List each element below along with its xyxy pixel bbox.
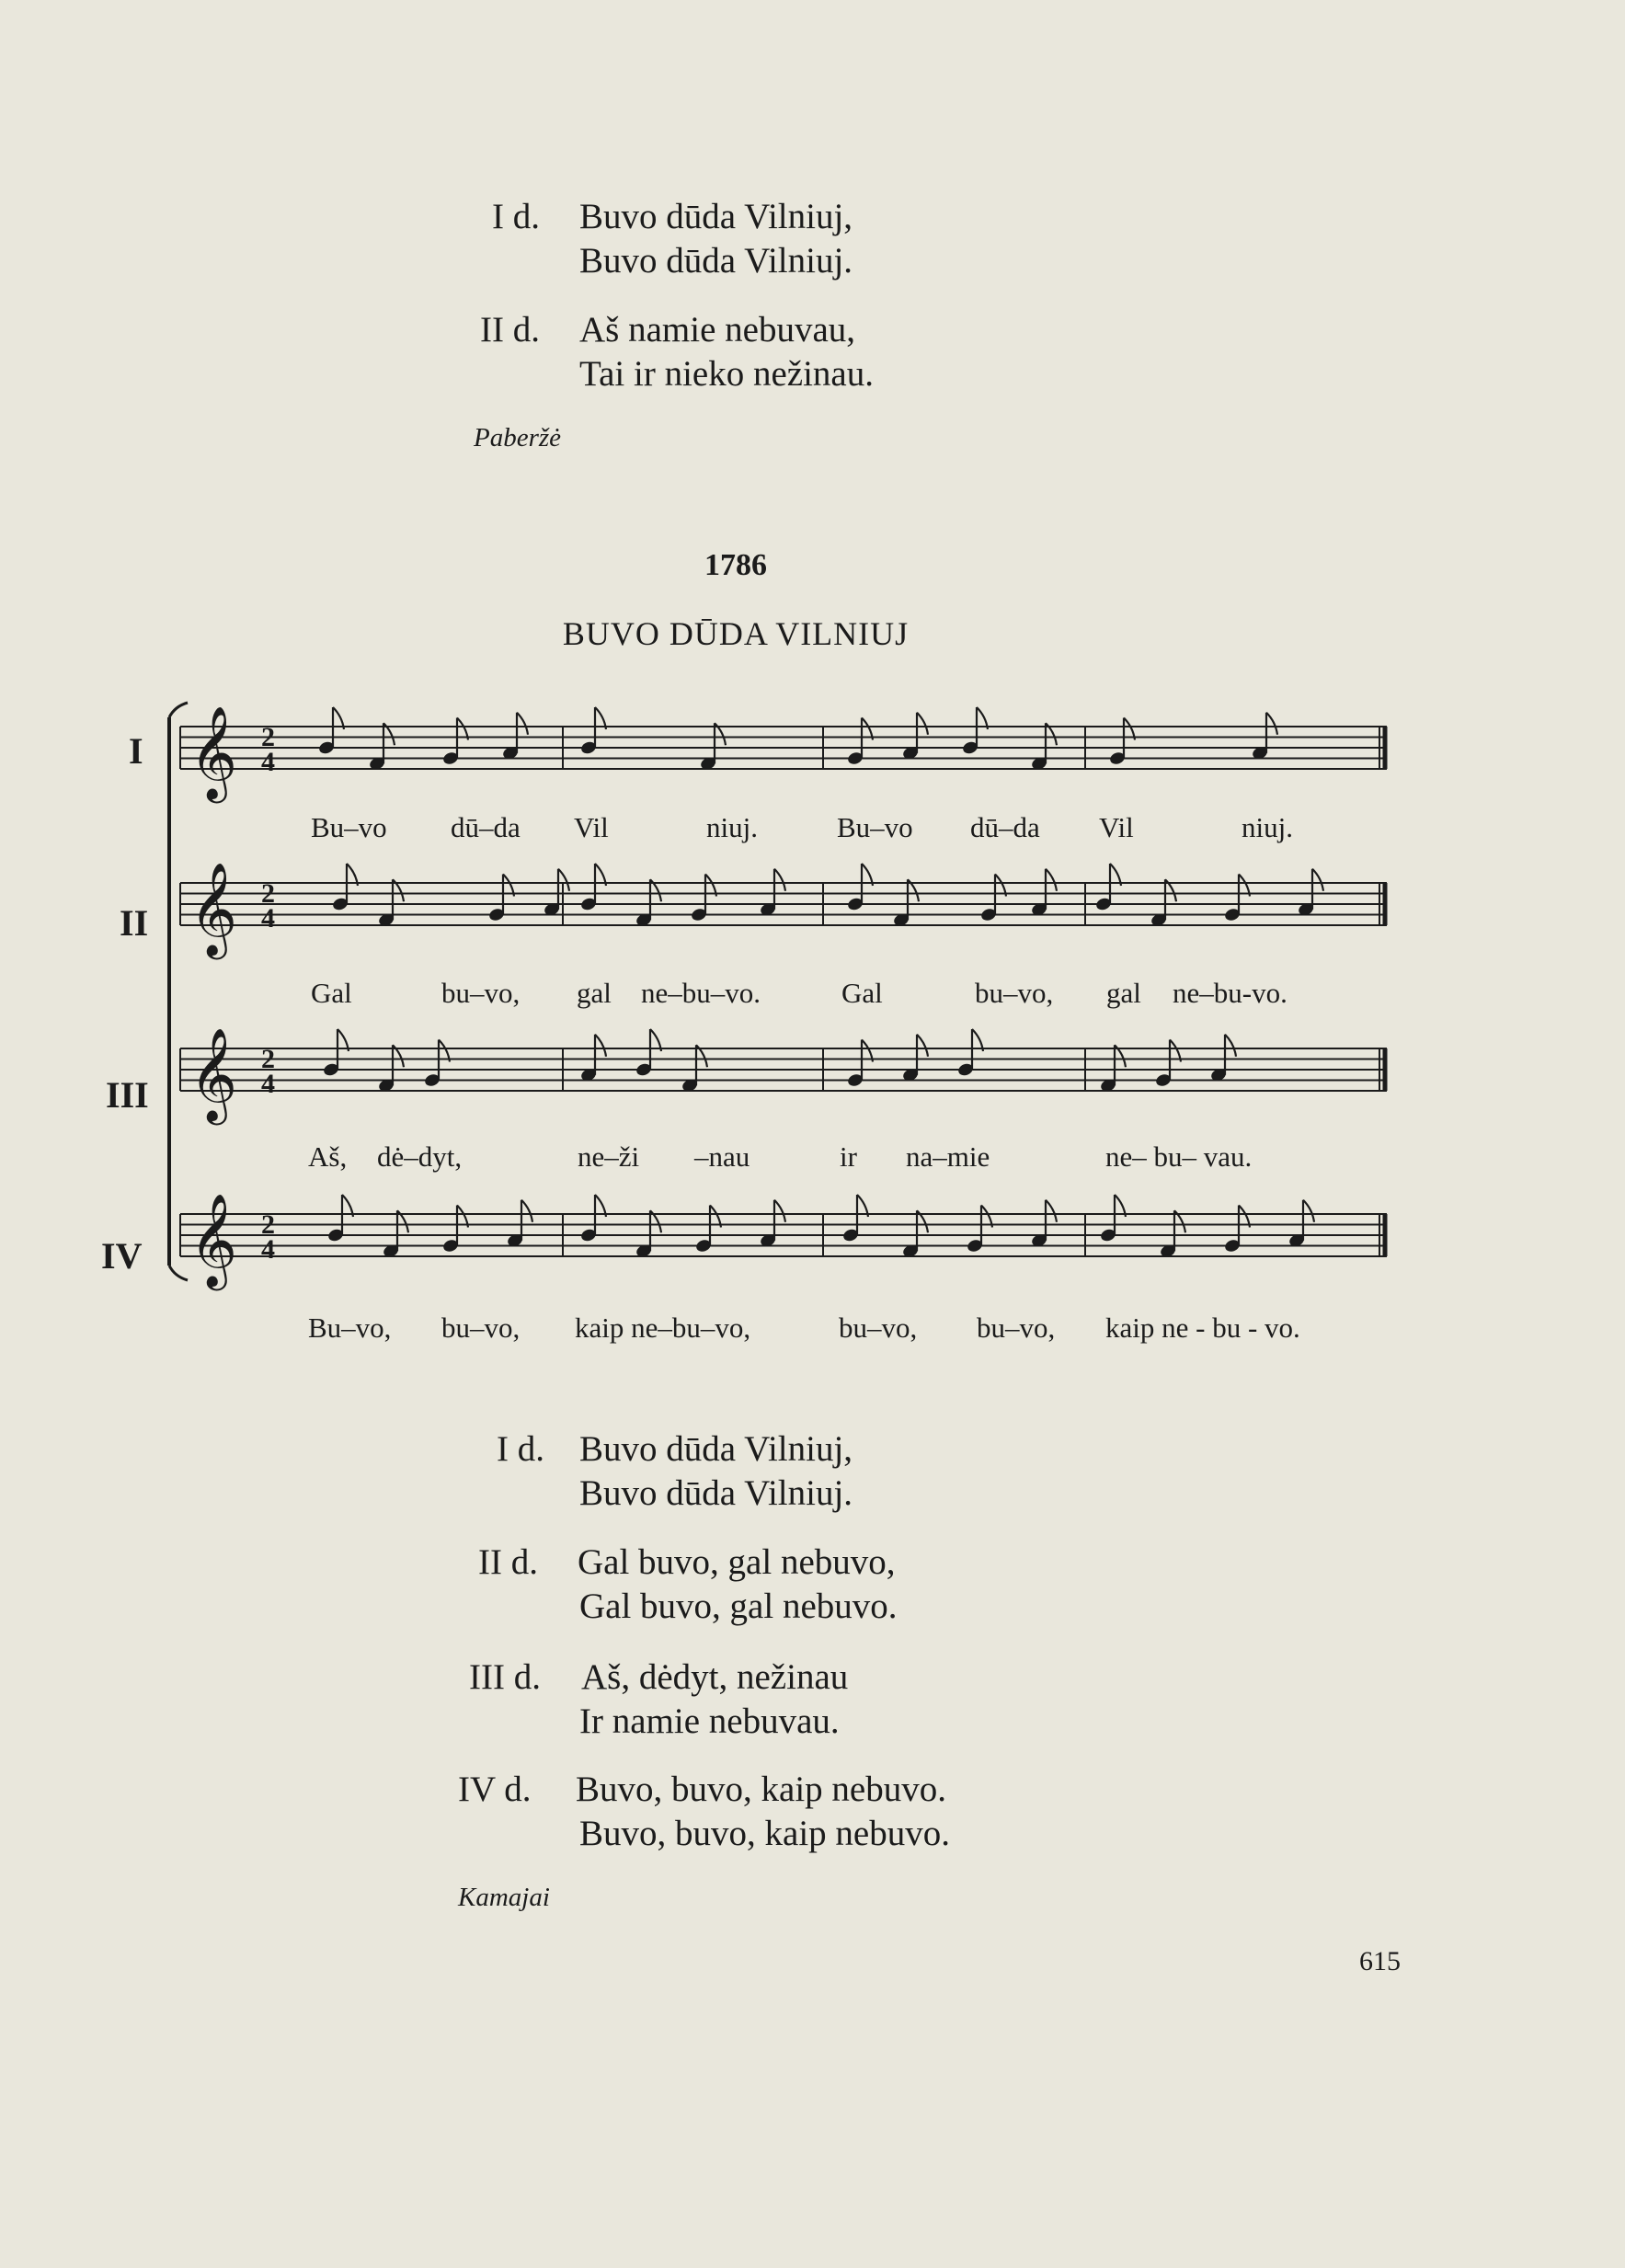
bracket-curl	[169, 703, 188, 717]
lyric-syllable: Bu–vo,	[308, 1312, 392, 1344]
page-number: 615	[1359, 1946, 1401, 1976]
note-flag	[1046, 1200, 1057, 1222]
verse-line: Aš, dėdyt, nežinau	[581, 1657, 849, 1697]
lyric-syllable: niuj.	[1242, 811, 1293, 843]
lyric-syllable: Gal	[841, 977, 883, 1009]
lyric-syllable: ne–ži	[578, 1140, 640, 1173]
place-name-top: Paberžė	[474, 423, 562, 452]
treble-clef-icon: 𝄞	[189, 861, 238, 956]
note-flag	[1266, 713, 1277, 735]
note-flag	[917, 713, 928, 735]
note-flag	[521, 1200, 532, 1222]
lyric-syllable: kaip ne - bu - vo.	[1105, 1312, 1300, 1344]
lyric-syllable: ne– bu– vau.	[1105, 1140, 1253, 1173]
song-number: 1786	[704, 548, 767, 582]
verse-label: II d.	[480, 310, 540, 349]
verse-line: Buvo, buvo, kaip nebuvo.	[579, 1814, 950, 1853]
verse-label: I d.	[497, 1429, 544, 1469]
verse-label: III d.	[469, 1657, 541, 1697]
lyric-syllable: gal	[1106, 977, 1141, 1009]
lyric-syllable: gal	[577, 977, 612, 1009]
verse-label: I d.	[492, 197, 540, 236]
lyric-syllable: bu–vo,	[977, 1312, 1056, 1344]
time-signature-bottom: 4	[261, 1069, 275, 1099]
note-flag	[595, 1035, 606, 1057]
verse-line: Tai ir nieko nežinau.	[579, 354, 874, 394]
lyric-syllable: bu–vo,	[975, 977, 1054, 1009]
time-signature-top: 2	[261, 1209, 275, 1240]
note-flag	[774, 869, 785, 891]
note-flag	[1046, 869, 1057, 891]
note-flag	[917, 1035, 928, 1057]
verse-line: Gal buvo, gal nebuvo.	[579, 1586, 898, 1626]
time-signature-top: 2	[261, 1044, 275, 1074]
lyric-syllable: ir	[840, 1140, 857, 1173]
treble-clef-icon: 𝄞	[189, 704, 238, 799]
verse-label: IV d.	[458, 1770, 532, 1809]
lyric-syllable: na–mie	[906, 1140, 990, 1173]
lyric-syllable: bu–vo,	[839, 1312, 918, 1344]
lyric-syllable: Vil	[1099, 811, 1134, 843]
note-flag	[517, 713, 528, 735]
part-label-ii: II	[120, 902, 149, 944]
time-signature-bottom: 4	[261, 747, 275, 777]
part-label-iii: III	[106, 1074, 149, 1116]
lyric-syllable: bu–vo,	[441, 977, 521, 1009]
bracket-curl	[169, 1266, 188, 1280]
time-signature-bottom: 4	[261, 1234, 275, 1265]
verse-line: Buvo dūda Vilniuj.	[579, 241, 853, 281]
note-flag	[1303, 1200, 1314, 1222]
part-label-i: I	[129, 730, 143, 772]
lyric-syllable: niuj.	[706, 811, 758, 843]
lyric-syllable: dū–da	[451, 811, 521, 843]
treble-clef-icon: 𝄞	[189, 1192, 238, 1287]
lyric-syllable: bu–vo,	[441, 1312, 521, 1344]
lyric-syllable: kaip ne–bu–vo,	[575, 1312, 751, 1344]
lyric-syllable: dė–dyt,	[377, 1140, 463, 1173]
verse-line: Buvo dūda Vilniuj.	[579, 1473, 853, 1513]
treble-clef-icon: 𝄞	[189, 1026, 238, 1121]
lyric-syllable: ne–bu–vo.	[641, 977, 761, 1009]
place-name-bottom: Kamajai	[458, 1883, 550, 1912]
note-flag	[1312, 869, 1323, 891]
lyric-syllable: Bu–vo	[311, 811, 387, 843]
verse-line: Buvo dūda Vilniuj,	[579, 1429, 853, 1469]
verse-line: Aš namie nebuvau,	[579, 310, 856, 349]
lyric-syllable: ne–bu-vo.	[1173, 977, 1287, 1009]
lyric-syllable: –nau	[694, 1140, 750, 1173]
lyric-syllable: Bu–vo	[837, 811, 913, 843]
verse-line: Ir namie nebuvau.	[579, 1701, 840, 1741]
verse-line: Buvo, buvo, kaip nebuvo.	[576, 1770, 946, 1809]
song-title: BUVO DŪDA VILNIUJ	[562, 615, 910, 652]
note-flag	[1225, 1035, 1236, 1057]
verse-label: II d.	[478, 1542, 538, 1582]
verse-line: Buvo dūda Vilniuj,	[579, 197, 853, 236]
lyric-syllable: Vil	[574, 811, 609, 843]
lyric-syllable: Aš,	[308, 1140, 348, 1173]
time-signature-bottom: 4	[261, 903, 275, 934]
lyric-syllable: Gal	[311, 977, 352, 1009]
time-signature-top: 2	[261, 878, 275, 909]
lyric-syllable: dū–da	[970, 811, 1040, 843]
note-flag	[774, 1200, 785, 1222]
part-label-iv: IV	[101, 1235, 143, 1277]
time-signature-top: 2	[261, 722, 275, 752]
verse-line: Gal buvo, gal nebuvo,	[578, 1542, 896, 1582]
